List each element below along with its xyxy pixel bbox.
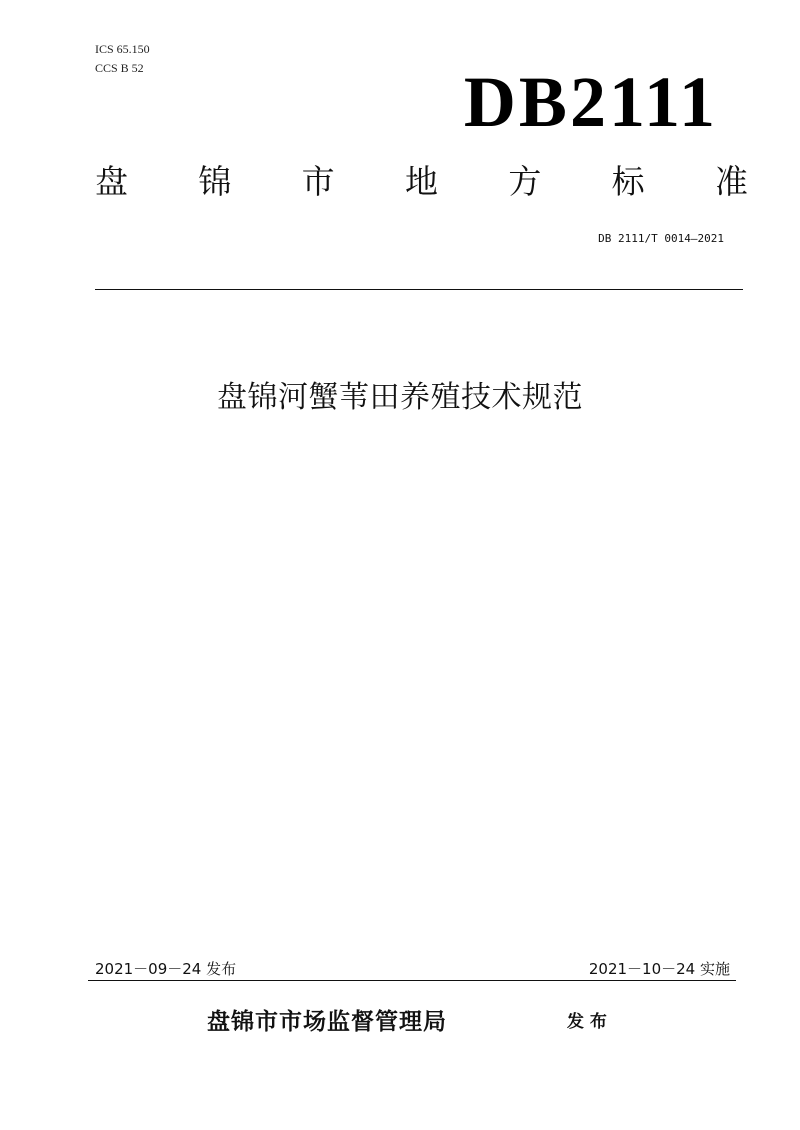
- publish-label: 发 布: [567, 1012, 607, 1032]
- issue-date: 2021－09－24 发布: [95, 960, 237, 978]
- standard-type-char: 准: [714, 161, 748, 201]
- standard-type-heading: [95, 154, 748, 204]
- implementation-date: 2021－10－24 实施: [588, 960, 730, 978]
- ics-code: ICS 65.150: [95, 42, 150, 56]
- footer-divider: [88, 980, 736, 981]
- standard-type-char: 方: [508, 161, 542, 201]
- document-title: 盘锦河蟹苇田养殖技术规范: [217, 380, 583, 415]
- standard-type-char: 锦: [198, 161, 232, 201]
- standard-type-char: 标: [611, 161, 645, 201]
- standard-type-char: 地: [404, 161, 438, 201]
- classification-codes: [95, 40, 150, 78]
- standard-type-char: 盘: [95, 161, 128, 201]
- ccs-code: CCS B 52: [95, 61, 144, 75]
- standard-type-char: 市: [301, 161, 335, 201]
- db-code-mark: DB2111: [463, 62, 718, 142]
- header-divider: [95, 289, 743, 290]
- standard-number: DB 2111/T 0014—2021: [598, 232, 724, 245]
- publisher-name: 盘锦市市场监督管理局: [207, 1009, 447, 1035]
